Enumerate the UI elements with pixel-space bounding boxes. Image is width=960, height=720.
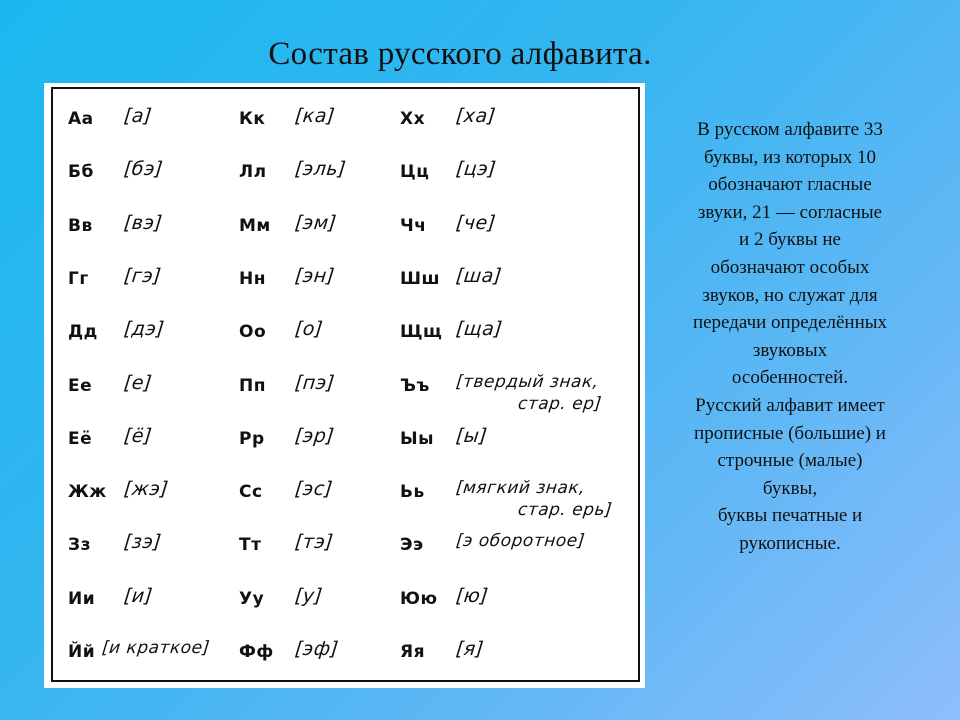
- description-line: буквы, из которых 10: [704, 146, 876, 168]
- alphabet-letter-name: [эф]: [293, 638, 340, 660]
- alphabet-letter: Нн: [239, 268, 266, 289]
- alphabet-letter-name: [тэ]: [293, 531, 335, 554]
- alphabet-entry: [68, 531, 238, 571]
- alphabet-letter: Йй: [68, 642, 96, 662]
- alphabet-entry: [400, 212, 630, 252]
- alphabet-letter: Чч: [400, 215, 427, 236]
- description-line: прописные (большие) и: [694, 422, 886, 444]
- alphabet-letter-name: [э оборотное]: [454, 531, 586, 552]
- description-line: звуки, 21 — согласные: [697, 201, 883, 223]
- alphabet-entry: [400, 638, 630, 678]
- alphabet-letter: Юю: [400, 588, 438, 609]
- alphabet-letter-name: [эс]: [293, 478, 334, 501]
- alphabet-letter-name: [вэ]: [122, 211, 164, 234]
- alphabet-letter-name: [жэ]: [122, 478, 170, 501]
- alphabet-entry: [239, 478, 409, 518]
- alphabet-letter-name: [гэ]: [122, 264, 163, 287]
- alphabet-letter: Пп: [239, 375, 266, 396]
- alphabet-entry: [400, 531, 630, 571]
- alphabet-letter: Аа: [68, 109, 94, 129]
- alphabet-entry: [239, 318, 409, 358]
- alphabet-letter-name: [эль]: [293, 158, 348, 181]
- alphabet-entry: [239, 158, 409, 198]
- description-line: обозначают гласные: [708, 174, 872, 196]
- description-line: особенностей.: [731, 367, 849, 389]
- alphabet-letter-name: [твердый знак,: [454, 371, 600, 392]
- alphabet-letter: Яя: [400, 642, 426, 662]
- alphabet-entry: [68, 318, 238, 358]
- alphabet-letter: Ээ: [400, 535, 424, 556]
- alphabet-letter: Сс: [239, 482, 263, 503]
- alphabet-letter-name: [эн]: [293, 264, 336, 287]
- alphabet-entry: [239, 425, 409, 465]
- description-line: звуков, но служат для: [702, 284, 878, 306]
- alphabet-letter: Фф: [239, 642, 274, 662]
- alphabet-letter: Лл: [239, 162, 267, 183]
- alphabet-letter-name: [зэ]: [122, 531, 163, 554]
- alphabet-letter: Вв: [68, 215, 93, 236]
- alphabet-entry: [400, 585, 630, 625]
- alphabet-letter-name: [ы]: [454, 424, 489, 447]
- alphabet-letter: Хх: [400, 109, 426, 129]
- alphabet-letter: Ыы: [400, 428, 434, 449]
- alphabet-letter-name: [о]: [293, 318, 325, 341]
- alphabet-letter: Жж: [68, 482, 107, 503]
- alphabet-entry: [400, 478, 630, 521]
- alphabet-letter-name: [эм]: [293, 211, 338, 234]
- alphabet-letter: Тт: [239, 535, 262, 556]
- alphabet-entry: [400, 265, 630, 305]
- description-line: Русский алфавит имеет: [695, 394, 885, 416]
- alphabet-description-lines: [652, 116, 928, 558]
- alphabet-entry: [68, 478, 238, 518]
- alphabet-table-panel: [44, 83, 645, 688]
- alphabet-letter: Рр: [239, 428, 265, 449]
- alphabet-letter: Шш: [400, 268, 441, 289]
- description-line: буквы,: [762, 477, 818, 499]
- alphabet-letter: Кк: [239, 109, 266, 129]
- alphabet-entry: [400, 425, 630, 465]
- alphabet-letter-name: [я]: [454, 638, 485, 660]
- alphabet-letter: Цц: [400, 162, 430, 183]
- alphabet-letter-name: [ша]: [454, 264, 504, 287]
- alphabet-letter-name: [и]: [122, 584, 154, 607]
- alphabet-entry: [239, 531, 409, 571]
- alphabet-letter-name: [и краткое]: [100, 638, 211, 658]
- alphabet-letter: Уу: [239, 588, 265, 609]
- alphabet-letter: Оо: [239, 322, 267, 343]
- description-line: строчные (малые): [717, 450, 863, 472]
- alphabet-letter-name: [у]: [293, 584, 324, 607]
- alphabet-letter-name: [пэ]: [293, 371, 336, 394]
- alphabet-letter: Ьь: [400, 482, 425, 503]
- description-line: звуковых: [752, 339, 828, 361]
- alphabet-entry: [68, 265, 238, 305]
- alphabet-entry: [68, 158, 238, 198]
- alphabet-letter: Гг: [68, 268, 89, 289]
- alphabet-entry: [68, 585, 238, 625]
- alphabet-letter-name: [а]: [122, 105, 154, 127]
- description-line: рукописные.: [739, 532, 841, 554]
- description-line: В русском алфавите 33: [697, 119, 883, 140]
- description-line: и 2 буквы не: [739, 229, 841, 251]
- alphabet-entry: [239, 638, 409, 678]
- alphabet-entry: [68, 425, 238, 465]
- alphabet-entry: [239, 372, 409, 412]
- alphabet-letter-name: [ё]: [122, 424, 154, 447]
- alphabet-entry: [400, 158, 630, 198]
- alphabet-letter-name: [эр]: [293, 424, 336, 447]
- alphabet-entry: [400, 372, 630, 412]
- description-line: обозначают особых: [710, 256, 870, 278]
- alphabet-letter: Её: [68, 428, 93, 449]
- alphabet-letter-name: [ща]: [454, 318, 504, 341]
- alphabet-letter: Ъъ: [400, 375, 430, 396]
- alphabet-letter: Щщ: [400, 322, 443, 343]
- alphabet-entry: [68, 638, 238, 678]
- alphabet-letter-name: [цэ]: [454, 158, 498, 181]
- alphabet-entry: [68, 212, 238, 252]
- alphabet-entry: [400, 318, 630, 358]
- alphabet-entry: [239, 105, 409, 145]
- alphabet-letter-name: [ка]: [293, 105, 337, 127]
- alphabet-entry: [68, 372, 238, 412]
- alphabet-entry: [239, 212, 409, 252]
- alphabet-letter-name-continued: стар. ерь]: [516, 500, 614, 521]
- alphabet-letter: Ии: [68, 588, 96, 609]
- alphabet-entry: [239, 585, 409, 625]
- alphabet-entry: [68, 105, 238, 145]
- alphabet-letter-name: [мягкий знак,: [454, 478, 587, 499]
- description-line: буквы печатные и: [717, 505, 863, 527]
- alphabet-letter-name: [дэ]: [122, 318, 166, 341]
- alphabet-letter: Дд: [68, 322, 98, 343]
- alphabet-letter-name: [че]: [454, 211, 497, 234]
- alphabet-letter-name: [е]: [122, 371, 154, 394]
- alphabet-entry: [239, 265, 409, 305]
- alphabet-entry: [400, 105, 630, 145]
- alphabet-letter-name: [бэ]: [122, 158, 165, 181]
- alphabet-letter: Ее: [68, 375, 93, 396]
- alphabet-letter: Мм: [239, 215, 271, 236]
- alphabet-letter: Бб: [68, 162, 94, 183]
- slide-title: Состав русского алфавита.: [268, 36, 652, 72]
- alphabet-letter-name: [ха]: [454, 105, 497, 127]
- alphabet-letter-name-continued: стар. ер]: [516, 393, 603, 414]
- description-line: передачи определённых: [692, 312, 888, 334]
- alphabet-letter: Зз: [68, 535, 91, 556]
- alphabet-letter-name: [ю]: [454, 584, 490, 607]
- alphabet-description: [652, 116, 928, 558]
